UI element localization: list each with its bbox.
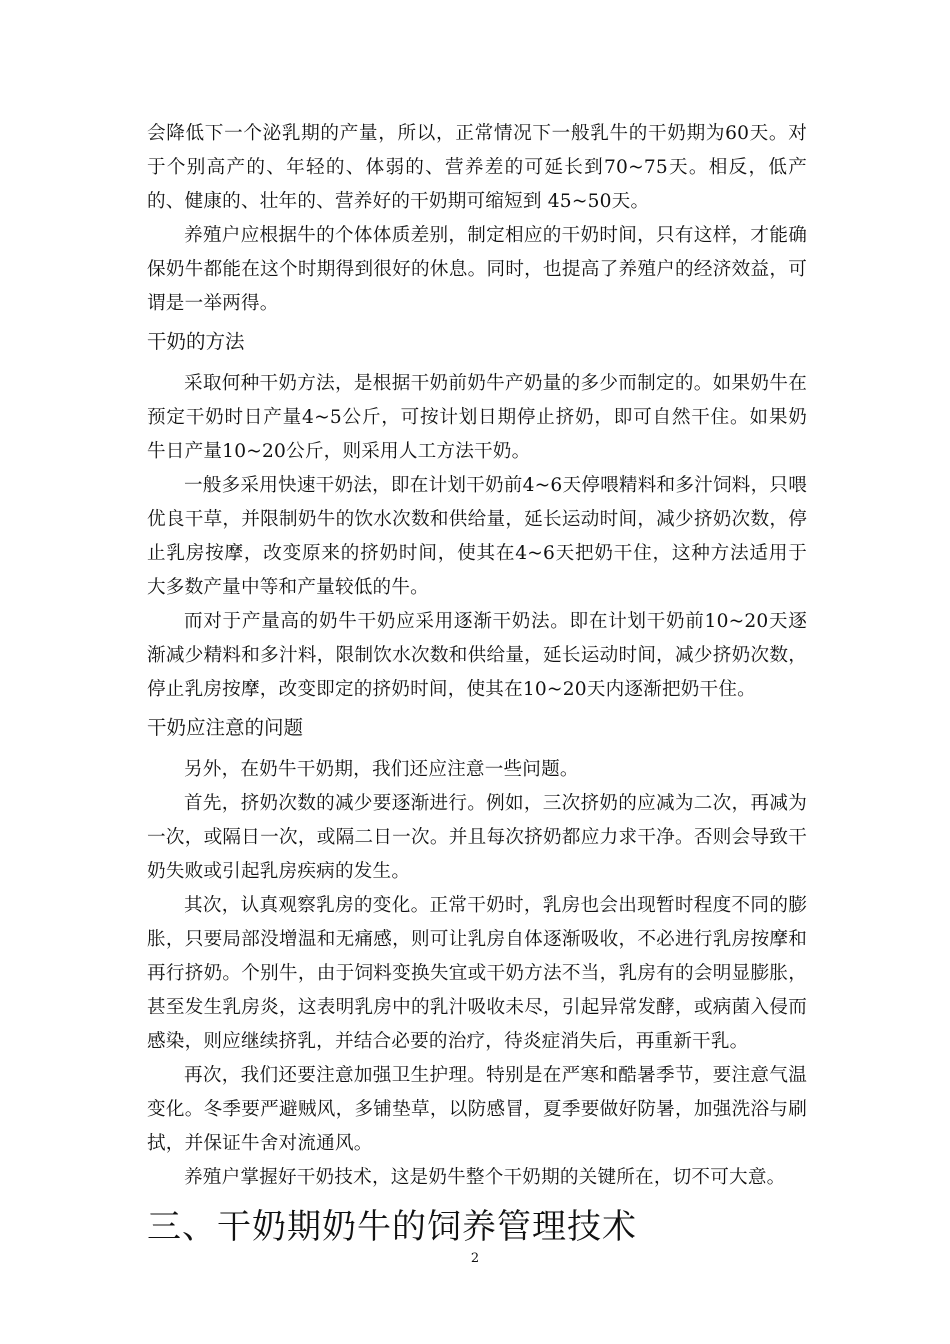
paragraph-conclusion: 养殖户掌握好干奶技术，这是奶牛整个干奶期的关键所在，切不可大意。 (184, 1167, 786, 1188)
section-heading-drying-methods: 干奶的方法 (147, 330, 245, 353)
paragraph-first-point: 首先，挤奶次数的减少要逐渐进行。例如，三次挤奶的应减为二次，再减为一次，或隔日一次，或隔二日一次。并且每次挤奶都应力求干净。否则会导致干奶失败或引起乳房疾病的发生。 (147, 793, 807, 882)
paragraph-individual-difference: 养殖户应根据牛的个体体质差别，制定相应的干奶时间，只有这样，才能确保奶牛都能在这个时期得到很好的休息。同时，也提高了养殖户的经济效益，可谓是一举两得。 (147, 225, 807, 314)
section-heading-precautions: 干奶应注意的问题 (147, 716, 304, 739)
page-body (147, 117, 807, 1257)
page-number: 2 (470, 1251, 480, 1266)
paragraph-method-choice: 采取何种干奶方法，是根据干奶前奶牛产奶量的多少而制定的。如果奶牛在预定干奶时日产量4~5公斤，可按计划日期停止挤奶，即可自然干住。如果奶牛日产量10~20公斤，则采用人工方法干奶。 (147, 373, 807, 462)
paragraph-third-point: 再次，我们还要注意加强卫生护理。特别是在严寒和酷暑季节，要注意气温变化。冬季要严避贼风，多铺垫草，以防感冒，夏季要做好防暑，加强洗浴与刷拭，并保证牛舍对流通风。 (147, 1065, 807, 1154)
paragraph-precautions-intro: 另外，在奶牛干奶期，我们还应注意一些问题。 (184, 759, 579, 780)
chapter-heading-feeding-management: 三、干奶期奶牛的饲养管理技术 (147, 1207, 637, 1247)
paragraph-gradual-drying: 而对于产量高的奶牛干奶应采用逐渐干奶法。即在计划干奶前10~20天逐渐减少精料和多汁料，限制饮水次数和供给量，延长运动时间，减少挤奶次数，停止乳房按摩，改变即定的挤奶时间，使其在10~20天内逐渐把奶干住。 (147, 611, 807, 700)
paragraph-fast-drying: 一般多采用快速干奶法，即在计划干奶前4~6天停喂精料和多汁饲料，只喂优良干草，并限制奶牛的饮水次数和供给量，延长运动时间，减少挤奶次数，停止乳房按摩，改变原来的挤奶时间，使其在4~6天把奶干住，这种方法适用于大多数产量中等和产量较低的牛。 (147, 475, 807, 598)
paragraph-dry-period-length: 会降低下一个泌乳期的产量，所以，正常情况下一般乳牛的干奶期为60天。对于个别高产的、年轻的、体弱的、营养差的可延长到70~75天。相反，低产的、健康的、壮年的、营养好的干奶期可缩短到 45~50天。 (147, 123, 807, 212)
paragraph-second-point: 其次，认真观察乳房的变化。正常干奶时，乳房也会出现暂时程度不同的膨胀，只要局部没增温和无痛感，则可让乳房自体逐渐吸收，不必进行乳房按摩和再行挤奶。个别牛，由于饲料变换失宜或干奶方法不当，乳房有的会明显膨胀，甚至发生乳房炎，这表明乳房中的乳汁吸收未尽，引起异常发酵，或病菌入侵而感染，则应继续挤乳，并结合必要的治疗，待炎症消失后，再重新干乳。 (147, 895, 807, 1052)
